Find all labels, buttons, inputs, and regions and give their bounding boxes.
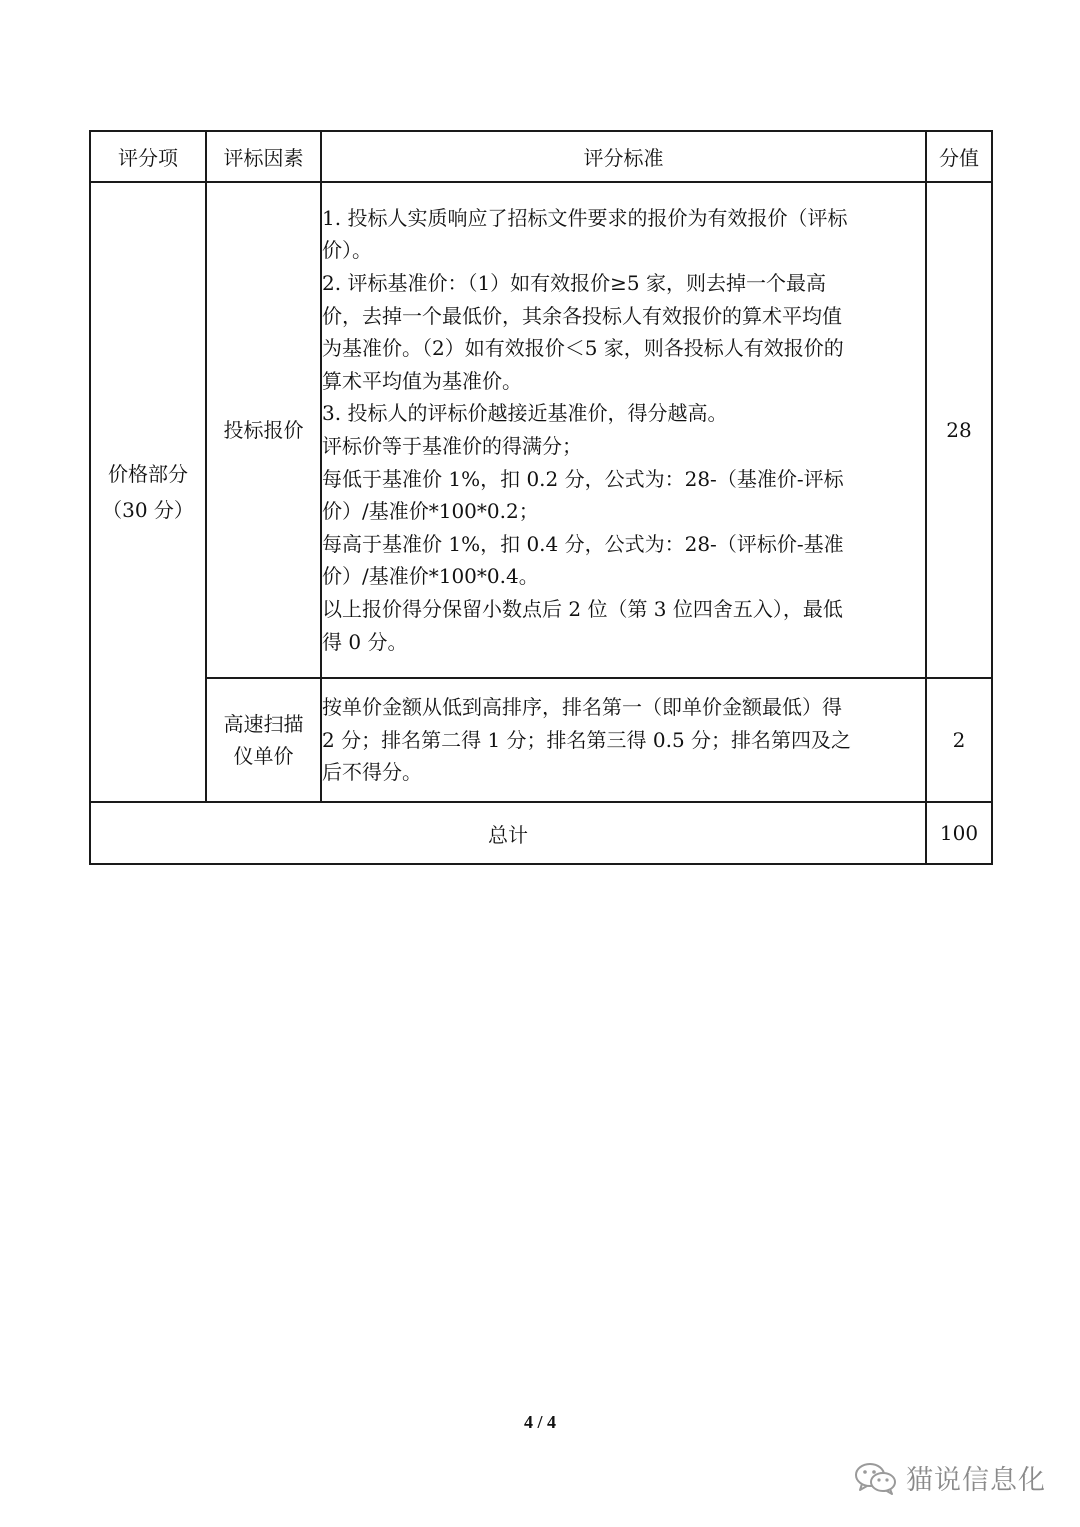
criteria-line: 按单价金额从低到高排序，排名第一（即单价金额最低）得 [322, 695, 842, 720]
total-score: 100 [926, 802, 992, 864]
watermark [854, 1458, 1046, 1497]
criteria-bid-price [321, 182, 926, 678]
factor-scanner-price [206, 678, 321, 802]
factor-line: 仪单价 [233, 744, 294, 768]
watermark-text: 猫说信息化 [906, 1465, 1046, 1496]
criteria-line: 算术平均值为基准价。 [322, 368, 522, 393]
criteria-line: 价）/基准价*100*0.2； [322, 499, 539, 524]
criteria-line: 每高于基准价 1%，扣 0.4 分，公式为：28-（评标价-基准 [322, 531, 844, 556]
criteria-line: 每低于基准价 1%，扣 0.2 分，公式为：28-（基准价-评标 [322, 466, 844, 491]
score-bid-price: 28 [926, 182, 992, 678]
criteria-line: 价，去掉一个最低价，其余各投标人有效报价的算术平均值 [322, 303, 842, 328]
criteria-line: 得 0 分。 [322, 629, 408, 654]
section-cell [90, 182, 206, 802]
criteria-line: 2 分；排名第二得 1 分；排名第三得 0.5 分；排名第四及之 [322, 727, 852, 752]
criteria-line: 评标价等于基准价的得满分； [322, 434, 582, 458]
table-header-row [90, 131, 992, 182]
header-score: 分值 [926, 131, 992, 182]
criteria-line: 后不得分。 [322, 760, 422, 785]
scoring-table [89, 130, 993, 865]
criteria-line: 1. 投标人实质响应了招标文件要求的报价为有效报价（评标 [322, 205, 848, 230]
section-name: 价格部分 [108, 462, 188, 486]
criteria-line: 2. 评标基准价：（1）如有效报价≥5 家，则去掉一个最高 [322, 271, 827, 296]
score-scanner-price: 2 [926, 678, 992, 802]
header-scoring-item: 评分项 [90, 131, 206, 182]
table-row [90, 182, 992, 678]
factor-bid-price: 投标报价 [206, 182, 321, 678]
header-evaluation-factor: 评标因素 [206, 131, 321, 182]
section-points: （30 分） [102, 498, 194, 522]
criteria-line: 以上报价得分保留小数点后 2 位（第 3 位四舍五入），最低 [322, 596, 843, 621]
header-scoring-criteria: 评分标准 [321, 131, 926, 182]
criteria-line: 为基准价。（2）如有效报价＜5 家，则各投标人有效报价的 [322, 336, 844, 361]
factor-line: 高速扫描 [223, 712, 304, 736]
total-label: 总计 [90, 802, 926, 864]
criteria-scanner-price [321, 678, 926, 802]
total-row [90, 802, 992, 864]
table-row [90, 678, 992, 802]
criteria-line: 价）/基准价*100*0.4。 [322, 564, 539, 589]
criteria-line: 价）。 [322, 238, 372, 263]
page-number: 4 / 4 [523, 1412, 556, 1432]
wechat-icon [854, 1461, 898, 1495]
criteria-line: 3. 投标人的评标价越接近基准价，得分越高。 [322, 401, 728, 426]
